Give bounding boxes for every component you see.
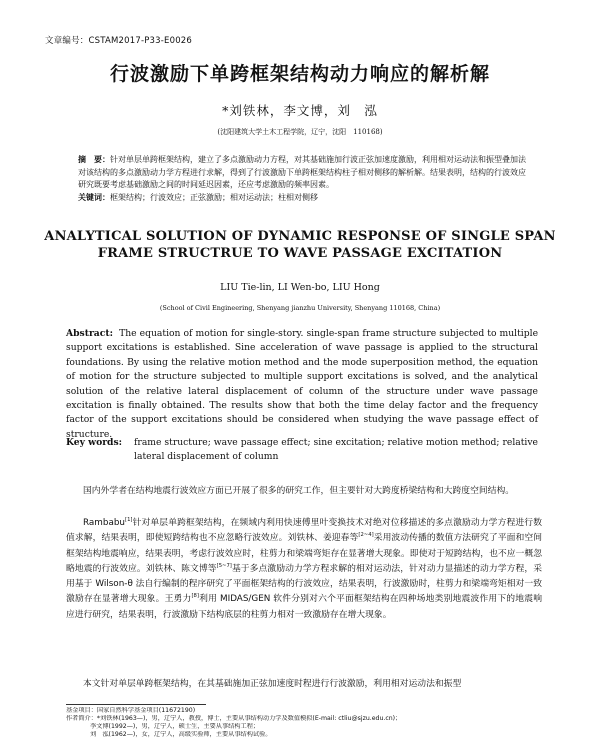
english-abstract-text: The equation of motion for single-story. single-span frame structure subjected to multiple support excitations is established. Sine acceleration of wave passage is applied to the structural foundations. By using the relative motion method and the mode superposition method, the equation of motion for the structure subjected to multiple support excitations is solved, and the analytical solution of the relative lateral displacement of column of the structure under wave passage excitation is finally obtained. The results show that both the time delay factor and the frequency factor of the support excitations should be considered when studying the wave passage effect of structure. (66, 328, 539, 440)
chinese-keywords (78, 192, 532, 203)
english-affiliation: (School of Civil Engineering, Shenyang jianzhu University, Shenyang 110168, China) (159, 304, 441, 312)
english-keywords-text: frame structure; wave passage effect; sine excitation; relative motion method; relative lateral displacement of column (134, 437, 538, 463)
english-authors: LIU Tie-lin, LI Wen-bo, LIU Hong (220, 282, 380, 293)
footnote-author-3: 刘 泓(1962—)，女，辽宁人，高级实验师，主要从事结构试验。 (90, 731, 272, 738)
chinese-keywords-label: 关键词： (78, 193, 110, 202)
english-title-line-1: ANALYTICAL SOLUTION OF DYNAMIC RESPONSE OF SINGLE SPAN (44, 229, 556, 244)
paragraph-2-text-a: 针对单层单跨框架结构，在频域内利用快速傅里叶变换技术对绝对位移描述的多点激励动力学方程进行数值求解，结果表明，即使短跨结构也不应忽略行波效应。刘铁林、姜迎春等 (66, 518, 542, 544)
english-title-line-2: FRAME STRUCTRUE TO WAVE PASSAGE EXCITATION (97, 245, 503, 261)
citation-2: [2~4] (358, 532, 374, 539)
footnote-author-2: 李文博(1992—)，男，辽宁人，硕士生，主要从事结构工程； (90, 723, 260, 730)
english-keywords-label: Key words: (66, 437, 123, 448)
english-title (40, 229, 560, 262)
footnote-divider (66, 704, 206, 705)
body-paragraph-1: 国内外学者在结构地震行波效应方面已开展了很多的研究工作，但主要针对大跨度桥梁结构和大跨度空间结构。 (83, 486, 515, 496)
chinese-abstract-label: 摘 要： (78, 155, 110, 164)
citation-3: [5~7] (216, 562, 232, 569)
english-abstract-label: Abstract: (66, 328, 113, 339)
chinese-title: 行波激励下单跨框架结构动力响应的解析解 (109, 63, 490, 85)
paragraph-2-text-d: 利用 MIDAS/GEN 软件分别对六个平面框架结构在四种场地类别地震波作用下的地震响应进行研究，结果表明，行波激励下结构底层的柱剪力相对一致激励存在增大现象。 (66, 594, 542, 620)
footnote-author-1: 作者简介：*刘铁林(1963—)，男，辽宁人，教授，博士，主要从事结构动力学及数值模拟(E-mail: ctliu@sjzu.edu.cn)； (66, 715, 402, 722)
article-number: 文章编号：CSTAM2017-P33-E0026 (45, 36, 193, 46)
body-paragraph-2 (66, 516, 542, 623)
citation-1: [1] (125, 517, 133, 524)
ref-author-rambabu: Rambabu (83, 518, 126, 528)
chinese-authors: *刘铁林，李文博，刘 泓 (222, 103, 378, 118)
chinese-abstract (78, 154, 532, 192)
footnote-funding: 基金项目：国家自然科学基金项目(11672190) (66, 707, 196, 714)
english-abstract (66, 327, 538, 442)
chinese-affiliation: (沈阳建筑大学土木工程学院，辽宁，沈阳 110168) (217, 128, 383, 136)
chinese-abstract-text: 针对单层单跨框架结构，建立了多点激励动力方程，对其基础施加行波正弦加速度激励，利用相对运动法和振型叠加法对该结构的多点激励动力学方程进行求解，得到了行波激励下单跨框架结构柱子相对侧移的解析解。结果表明，结构的行波效应研究既要考虑基础激励之间的时间延迟因素，还应考虑激励的频率因素。 (78, 155, 526, 189)
body-paragraph-3: 本文针对单层单跨框架结构，在其基础施加正弦加速度时程进行行波激励，利用相对运动法和振型 (83, 679, 462, 689)
paragraph-2-text-b: 采用波动传播的数值方法研究了平面和空间框架结构地震响应，结果表明，考虑行波效应时，柱剪力和梁端弯矩存在显著增大现象。即使对于短跨结构，也不应一概忽略地震的行波效应。刘铁林、陈文博等 (66, 533, 542, 574)
footnotes (66, 707, 546, 739)
paragraph-2-text-c: 基于多点激励动力学方程求解的相对运动法，针对动力显描述的动力学方程，采用基于 Wilson-θ 法自行编制的程序研究了平面框架结构的行波效应，结果表明，行波激励时，柱剪力和梁端弯矩相对一致激励存在显著增大现象。王勇力 (66, 563, 542, 605)
citation-4: [8] (191, 593, 199, 600)
english-keywords (66, 436, 538, 465)
chinese-keywords-text: 框架结构；行波效应；正弦激励；相对运动法；柱相对侧移 (110, 193, 318, 202)
